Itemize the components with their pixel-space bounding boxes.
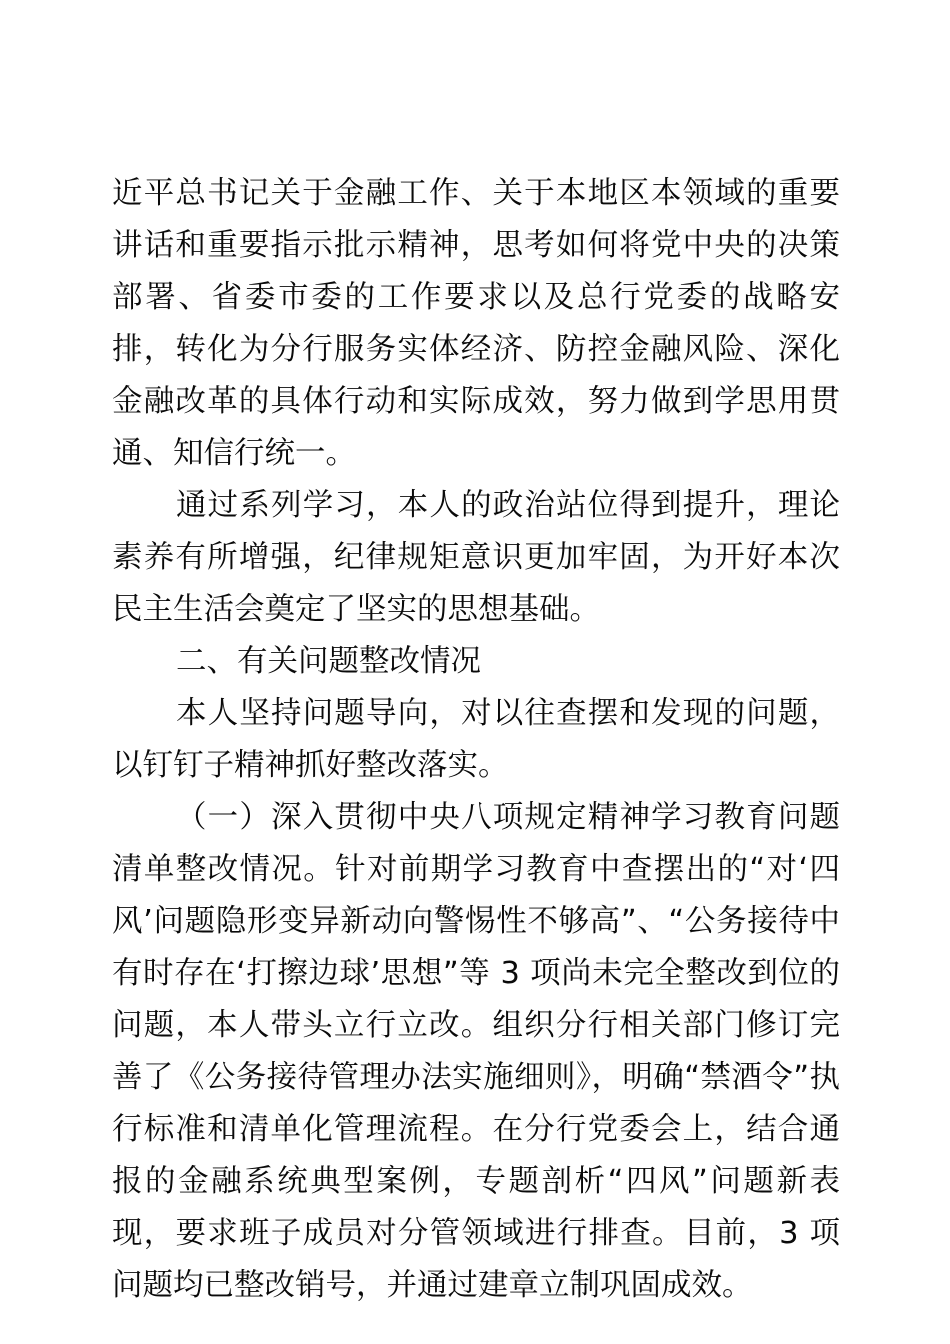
- paragraph-continuation-study: 近平总书记关于金融工作、关于本地区本领域的重要讲话和重要指示批示精神，思考如何将党中央的决策部署、省委市委的工作要求以及总行党委的战略安排，转化为分行服务实体经济、防控金融风险、深化金融改革的具体行动和实际成效，努力做到学思用贯通、知信行统一。: [112, 176, 840, 471]
- paragraph-problem-orientation: 本人坚持问题导向，对以往查摆和发现的问题，以钉钉子精神抓好整改落实。: [112, 696, 840, 783]
- heading-section-two: 二、有关问题整改情况: [176, 644, 481, 679]
- page-bottom-margin: [0, 1200, 950, 1344]
- paragraph-item-one: （一）深入贯彻中央八项规定精神学习教育问题清单整改情况。针对前期学习教育中查摆出的“对‘四风’问题隐形变异新动向警惕性不够高”、“公务接待中有时存在‘打擦边球’思想”等 3 项尚未完全整改到位的问题，本人带头立行立改。组织分行相关部门修订完善了《公务接待管理办法实施细则》，明确“禁酒令”执行标准和清单化管理流程。在分行党委会上，结合通报的金融系统典型案例，专题剖析“四风”问题新表现，要求班子成员对分管领域进行排查。目前，3 项问题均已整改销号，并通过建章立制巩固成效。: [112, 800, 840, 1303]
- document-body-text: [112, 168, 840, 1312]
- paragraph-study-result: 通过系列学习，本人的政治站位得到提升，理论素养有所增强，纪律规矩意识更加牢固，为开好本次民主生活会奠定了坚实的思想基础。: [112, 488, 840, 627]
